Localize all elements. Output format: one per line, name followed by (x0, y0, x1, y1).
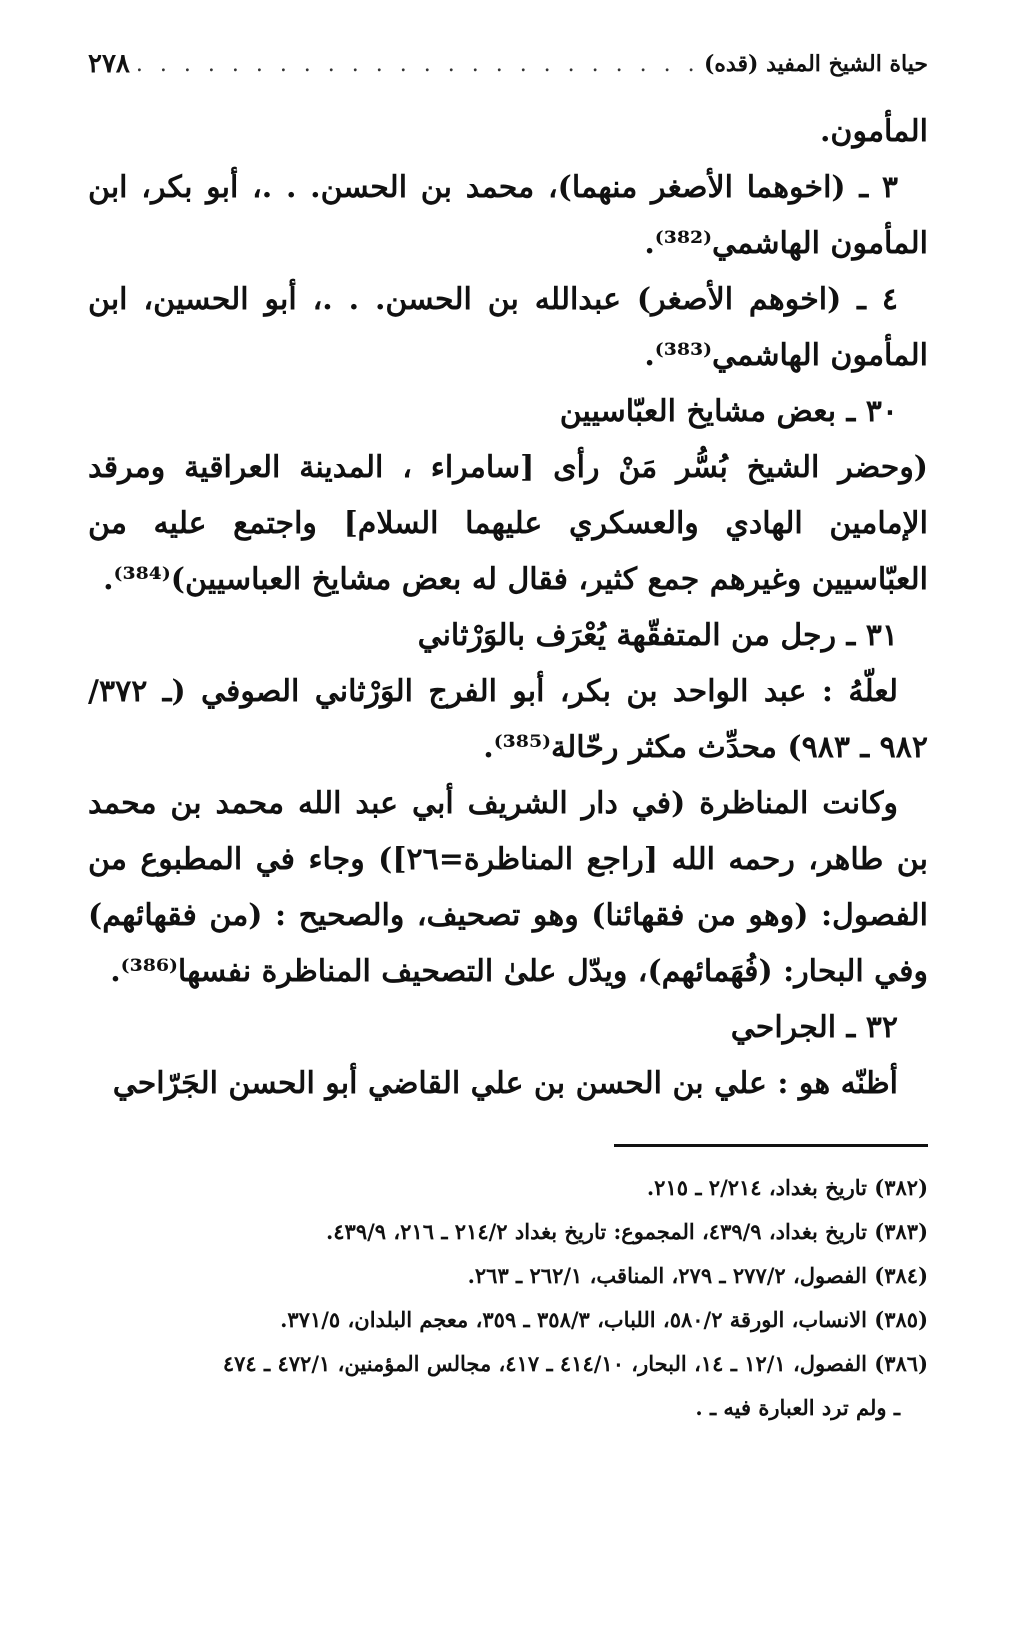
footnote-385: (٣٨٥) الانساب، الورقة ٥٨٠/٢، اللباب، ٣٥٨/٣ ـ ٣٥٩، معجم البلدان، ٣٧١/٥. (280, 1307, 928, 1332)
page-header (88, 44, 928, 84)
paragraph-debate: وكانت المناظرة (في دار الشريف أبي عبد الله محمد بن محمد بن طاهر، رحمه الله [راجع المناظرة=٢٦]) وجاء في المطبوع من الفصول: (وهو من فقهائنا) وهو تصحيف، والصحيح : (من فقهائهم) وفي البحار: (فُهَمائهم)، ويدّل علىٰ التصحيف المناظرة نفسها⁽³⁸⁶⁾. (88, 786, 928, 989)
paragraph-item-3: ٣ ـ (اخوهما الأصغر منهما)، محمد بن الحسن. . .، أبو بكر، ابن المأمون الهاشمي⁽³⁸²⁾. (88, 170, 928, 261)
section-heading-31: ٣١ ـ رجل من المتفقّهة يُعْرَف بالوَرْثاني (417, 618, 898, 653)
footnote-separator (614, 1144, 928, 1147)
section-heading-30: ٣٠ ـ بعض مشايخ العبّاسيين (559, 394, 898, 429)
main-text (88, 104, 928, 1112)
paragraph-note-32: أظنّه هو : علي بن الحسن بن علي القاضي أبو الحسن الجَرّاحي (112, 1066, 898, 1101)
footnotes (88, 1166, 928, 1430)
paragraph-continuation: المأمون. (819, 114, 928, 149)
running-title: حياة الشيخ المفيد (قده) (704, 51, 928, 77)
footnote-386-continuation: ـ ولم ترد العبارة فيه ـ . (695, 1395, 900, 1420)
leader-dots (136, 52, 698, 77)
footnote-386: (٣٨٦) الفصول، ١٢/١ ـ ١٤، البحار، ٤١٤/١٠ ـ ٤١٧، مجالس المؤمنين، ٤٧٢/١ ـ ٤٧٤ (222, 1351, 928, 1376)
paragraph-note-31: لعلّهُ : عبد الواحد بن بكر، أبو الفرج الوَرْثاني الصوفي (ـ ٣٧٢/ ٩٨٢ ـ ٩٨٣) محدِّث مكثر رحّالة⁽³⁸⁵⁾. (88, 674, 928, 765)
page-number: ٢٧٨ (88, 49, 130, 79)
footnote-383: (٣٨٣) تاريخ بغداد، ٤٣٩/٩، المجموع: تاريخ بغداد ٢١٤/٢ ـ ٢١٦، ٤٣٩/٩. (325, 1219, 928, 1244)
section-heading-32: ٣٢ ـ الجراحي (730, 1010, 898, 1045)
footnote-384: (٣٨٤) الفصول، ٢٧٧/٢ ـ ٢٧٩، المناقب، ٢٦٢/١ ـ ٢٦٣. (467, 1263, 928, 1288)
footnote-382: (٣٨٢) تاريخ بغداد، ٢/٢١٤ ـ ٢١٥. (646, 1175, 928, 1200)
paragraph-item-4: ٤ ـ (اخوهم الأصغر) عبدالله بن الحسن. . .، أبو الحسين، ابن المأمون الهاشمي⁽³⁸³⁾. (88, 282, 928, 373)
paragraph-quote-30: (وحضر الشيخ بُسُّر مَنْ رأى [سامراء ، المدينة العراقية ومرقد الإمامين الهادي والعسكري عليهما السلام] واجتمع عليه من العبّاسيين وغيرهم جمع كثير، فقال له بعض مشايخ العباسيين)⁽³⁸⁴⁾. (88, 450, 928, 597)
